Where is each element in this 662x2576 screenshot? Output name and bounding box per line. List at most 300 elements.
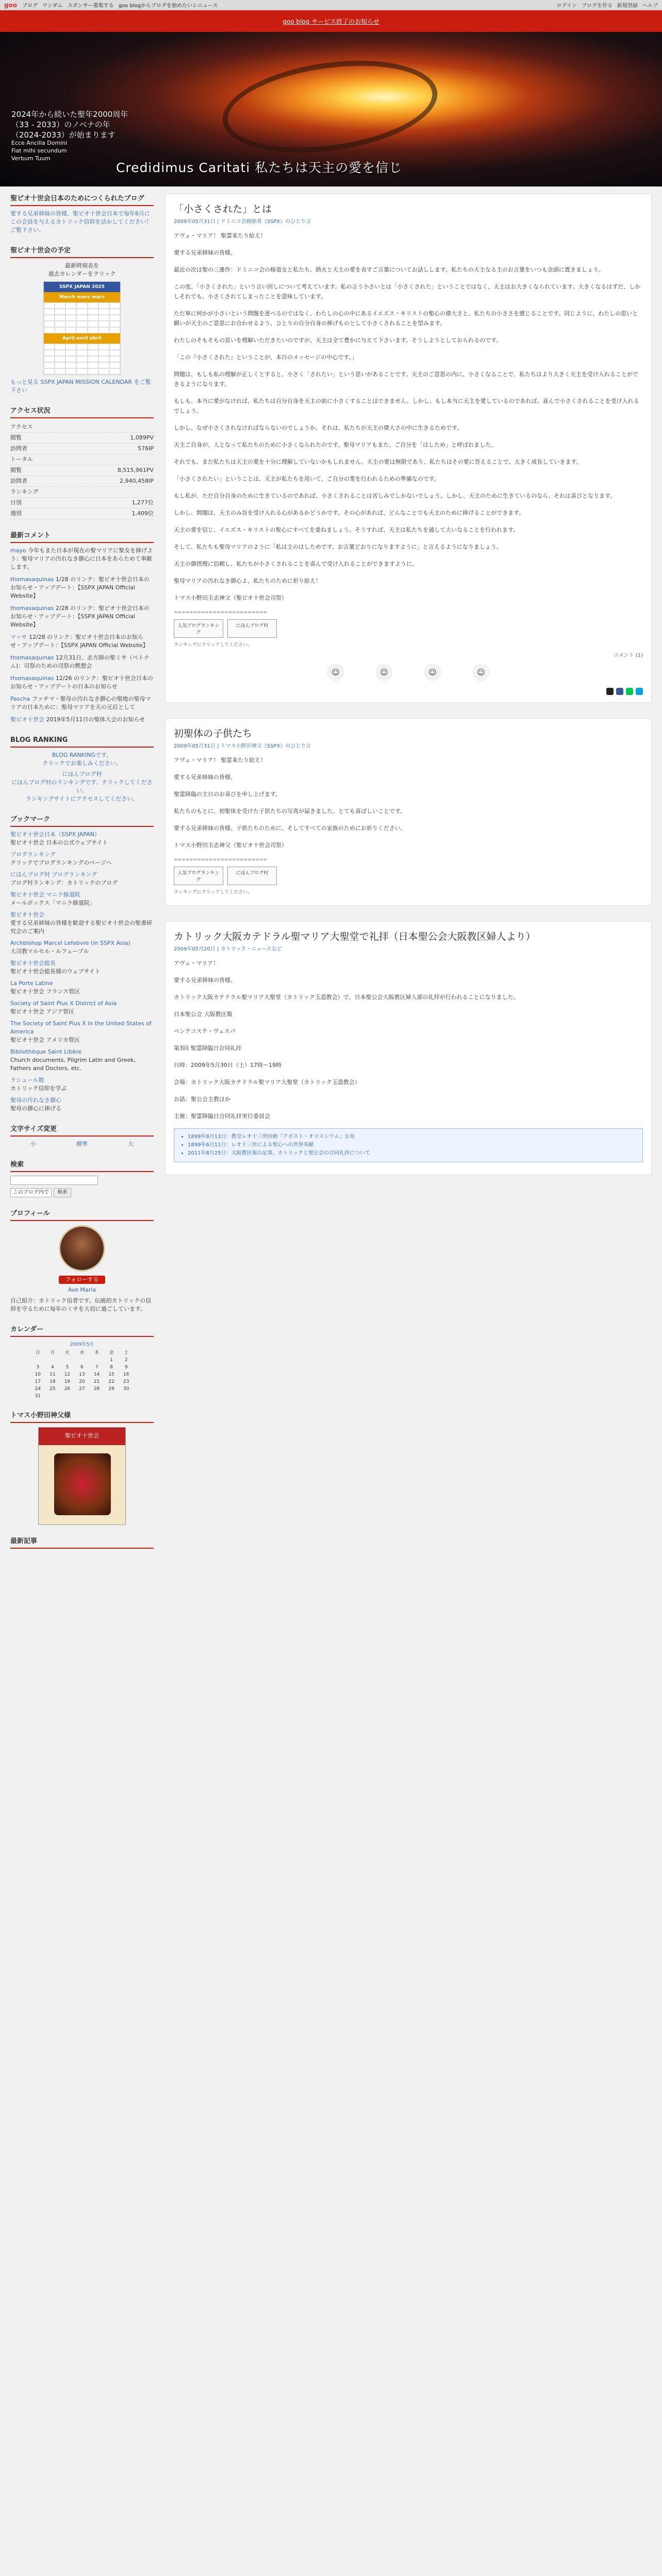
ranking-buttons	[174, 867, 643, 885]
calendar-cell	[44, 309, 55, 315]
widget-title: トマス小野田神父様	[10, 1412, 154, 1423]
banner-text[interactable]: goo blog サービス終了のお知らせ	[283, 18, 379, 25]
post-paragraph: それでも、まだ私たちは天主の愛を十分に理解していないかもしれません。天主の愛は無限であり、私たちはその愛に答えることで、大きく成長していきます。	[174, 459, 582, 465]
comment-text: ファチマ・聖母の汚れなき御心の聖地の聖母マリアの日本ために：聖母マリアを天の元后として	[10, 696, 151, 710]
post-paragraph: 天主の御摂理に信頼し、私たちが小さくされることを喜んで受け入れることができますように。	[174, 561, 418, 567]
post-paragraph: 聖母マリアの汚れなき御心よ、私たちのために祈り給え！	[174, 578, 321, 584]
profile-text: 自己紹介：カトリック信者です。伝統的カトリックの信仰を守るために毎年のミサを大切に過ごしています。	[10, 1297, 152, 1312]
ranking-button[interactable]: 人気ブログランキング	[174, 619, 223, 638]
event-list	[180, 1133, 636, 1158]
reaction-bar	[174, 664, 643, 683]
calendar-cell	[98, 327, 109, 333]
post-paragraph: トマス小野田圭志神父（聖ピオ十世会司祭）	[174, 842, 287, 849]
bookmark-link[interactable]: 聖母の汚れなき御心	[10, 1097, 61, 1104]
access-label: 週別	[10, 510, 22, 517]
calendar-day[interactable]: 28	[93, 1386, 100, 1392]
calendar-day[interactable]: 14	[93, 1372, 100, 1377]
register-link[interactable]: 新規登録	[617, 3, 638, 9]
post-paragraph: 日本聖公会 大阪教区報	[174, 1011, 233, 1018]
calendar-day[interactable]: 23	[123, 1379, 129, 1384]
calendar-day[interactable]: 25	[49, 1386, 56, 1392]
post-paragraph: 愛する兄弟姉妹の皆様、子供たちのために、そしてすべての家族のためにお祈りください。	[174, 825, 406, 832]
bookmark-link[interactable]: ラシュール数	[10, 1077, 44, 1083]
access-value: 1,089PV	[130, 434, 154, 441]
bookmark-item	[10, 939, 154, 956]
access-label: 日別	[10, 499, 22, 506]
reaction-button[interactable]	[371, 664, 398, 683]
access-label: 訪問者	[10, 478, 27, 484]
calendar-cell	[65, 327, 76, 333]
post-meta[interactable]: 2009年05月20日 | カトリック・ニュースなど	[174, 946, 282, 952]
blog-post	[165, 194, 652, 703]
access-widget	[10, 407, 154, 519]
calendar-cell	[44, 344, 55, 350]
comment-author[interactable]: mayo	[10, 547, 26, 554]
calendar-cell	[109, 362, 120, 368]
calendar-day[interactable]: 20	[79, 1379, 85, 1384]
post-paragraph: 愛する兄弟姉妹の皆様、	[174, 249, 236, 256]
bookmark-desc: 大司教マルセル・ルフェーブル	[10, 948, 89, 955]
calendar-cell	[88, 344, 98, 350]
calendar-cell	[88, 315, 98, 321]
comment-text: 今年もまた日本が現在の聖マリアに聖女を捧げよう：聖母マリアの汚れなき御心に日本をあらためて奉献します。	[10, 547, 153, 570]
comment-item[interactable]	[10, 633, 154, 650]
widget-title: カレンダー	[10, 1326, 154, 1337]
bookmark-link[interactable]: The Society of Saint Pius X in the United States of America	[10, 1020, 152, 1035]
bookmark-desc: ブログ村ランキング：カトリックのブログ	[10, 879, 118, 886]
post-title[interactable]: カトリック大阪カテドラル聖マリア大聖堂で礼拝（日本聖公会大阪教区婦人より）	[174, 931, 536, 942]
bookmark-desc: カトリック信仰を学ぶ	[10, 1085, 67, 1092]
calendar-cell	[65, 309, 76, 315]
post-title[interactable]: 「小さくされた」とは	[174, 204, 272, 215]
calendar-day[interactable]: 1	[110, 1358, 113, 1363]
calendar-cell	[98, 368, 109, 375]
calendar-day[interactable]: 21	[93, 1379, 100, 1384]
blog-header-image	[0, 32, 662, 187]
bookmark-link[interactable]: にほんブログ村 ブログランキング	[10, 871, 97, 878]
event-box	[174, 1128, 643, 1162]
access-label: アクセス	[10, 423, 33, 430]
calendar-cell	[109, 344, 120, 350]
comment-text: 2/28 のリンク：聖ピオ十世会日本のお知らせ・アップデート：【SSPX JAPAN Official Website】	[10, 605, 150, 628]
book-widget	[10, 1412, 154, 1525]
calendar-day[interactable]: 11	[49, 1372, 56, 1377]
bookmark-desc: 聖母の御心に捧げる	[10, 1105, 61, 1112]
calendar-cell	[109, 350, 120, 356]
create-blog-link[interactable]: ブログを作る	[582, 3, 613, 9]
help-link[interactable]: ヘルプ	[642, 3, 658, 9]
bookmark-item	[10, 1020, 154, 1044]
access-value: 576IP	[138, 445, 154, 452]
weekday-label: 金	[109, 1350, 114, 1355]
post-paragraph: もしも、本当に愛がなければ、私たちは自分自身を天主の前に小さくすることはできません。しかし、もし本当に天主を愛しているのであれば、喜んで小さくされることを受け入れるでしょう。	[174, 398, 639, 414]
calendar-cell	[44, 321, 55, 327]
calendar-day[interactable]: 6	[80, 1365, 84, 1370]
ranking-link-2[interactable]: にほんブログ村 にほんブログ村のランキングです。クリックしてください。 ランキングサイトにアクセスしてください。	[11, 771, 153, 802]
header-latin-text: Ecce Ancilla Domini Fiat mihi secundum Verbum Tuum	[11, 140, 68, 162]
calendar-cell	[109, 321, 120, 327]
calendar-widget	[10, 247, 154, 395]
ranking-note: ========================	[174, 610, 267, 615]
comment-item[interactable]	[10, 575, 154, 600]
post-paragraph: 天主ご自身が、人となって私たちのために小さくなられたのです。聖母マリアもまた、ご自分を「はしため」と呼ばれました。	[174, 442, 497, 448]
calendar-day[interactable]: 7	[95, 1365, 98, 1370]
follow-button[interactable]: フォローする	[59, 1276, 105, 1284]
font-small-button[interactable]: 小	[30, 1141, 36, 1147]
bookmark-item	[10, 1076, 154, 1093]
login-link[interactable]: ログイン	[556, 3, 577, 9]
bookmark-link[interactable]: La Porte Latine	[10, 980, 53, 987]
calendar-day[interactable]: 17	[35, 1379, 41, 1384]
ranking-buttons	[174, 619, 643, 638]
bookmark-link[interactable]: 聖ピオ十世会総長	[10, 960, 56, 967]
blog-post	[165, 921, 652, 1175]
smile-icon: ☺	[472, 664, 490, 681]
bookmark-link[interactable]: 聖ピオ十世会日本（SSPX JAPAN）	[10, 831, 100, 838]
bookmark-item	[10, 831, 154, 847]
access-label: トータル	[10, 456, 33, 463]
access-row	[10, 444, 154, 454]
share-bar	[174, 688, 643, 695]
goo-logo[interactable]: goo	[4, 1, 18, 9]
bookmark-item	[10, 1096, 154, 1113]
calendar-cell	[88, 309, 98, 315]
access-value: 2,940,458IP	[120, 478, 154, 484]
bookmark-desc: Church documents, Pilgrim Latin and Greek, Fathers and Doctors, etc.	[10, 1057, 136, 1072]
calendar-cell	[44, 350, 55, 356]
bookmark-item	[10, 979, 154, 996]
comment-text: 1/28 のリンク：聖ピオ十世会日本のお知らせ・アップデート：【SSPX JAPAN Official Website】	[10, 576, 150, 599]
font-normal-button[interactable]: 標準	[76, 1141, 88, 1147]
bookmark-link[interactable]: Bibliothèque Saint Libère	[10, 1048, 82, 1055]
comment-author[interactable]: マッサ	[10, 634, 27, 640]
calendar-day[interactable]: 26	[64, 1386, 71, 1392]
widget-title: プロフィール	[10, 1210, 154, 1221]
bookmark-link[interactable]: ブログランキング	[10, 851, 56, 858]
calendar-cell	[65, 321, 76, 327]
widget-title: 最新コメント	[10, 532, 154, 543]
comment-item[interactable]	[10, 716, 154, 724]
comment-author[interactable]: thomasaquinas	[10, 576, 54, 583]
calendar-cell	[76, 356, 87, 362]
ranking-note: ========================	[174, 857, 267, 862]
calendar-cell	[76, 327, 87, 333]
weekday-label: 月	[50, 1350, 55, 1355]
hatena-share-icon[interactable]	[636, 688, 643, 695]
calendar-day[interactable]: 27	[79, 1386, 85, 1392]
fontsize-widget	[10, 1125, 154, 1148]
access-label: 訪問者	[10, 445, 27, 452]
widget-title: ブックマーク	[10, 816, 154, 827]
post-paragraph: しかし、問題は、天主のみ旨を受け入れる心があるかどうかです。その心があれば、どんなことでも天主のために捧げることができます。	[174, 510, 525, 516]
post-paragraph: 聖霊降臨の主日のお喜びを申し上げます。	[174, 791, 282, 798]
weekday-label: 土	[124, 1350, 129, 1355]
calendar-cell	[109, 327, 120, 333]
comment-item[interactable]	[10, 604, 154, 629]
line-share-icon[interactable]	[626, 688, 633, 695]
bookmark-desc: 聖ピオ十世会 日本の公式ウェブサイト	[10, 839, 108, 846]
topbar-link[interactable]: ブログ	[22, 3, 38, 9]
calendar-day[interactable]: 31	[35, 1394, 41, 1399]
heart-icon: ☺	[375, 664, 393, 681]
bookmark-desc: 聖ピオ十世会 フランス管区	[10, 988, 80, 995]
widget-title: 検索	[10, 1161, 154, 1172]
post-paragraph: アヴェ・マリア！ 聖霊来たり給え！	[174, 757, 267, 764]
profile-name[interactable]: Ave Maria	[68, 1286, 96, 1293]
mission-calendar-image[interactable]: SSPX JAPAN 2025 March mars mars April avril abril	[43, 281, 121, 375]
facebook-share-icon[interactable]	[616, 688, 623, 695]
post-paragraph: この度、「小さくされた」という言い回しについて考えています。私の言う小さいとは「小さくされた」ということではなく、天主はお大きくなられています。大きくなるはずだ、しかしそれでも、小さくされてしまったことを意味しています。	[174, 283, 641, 300]
comment-author[interactable]: 聖ピオ十世会	[10, 716, 44, 723]
post-paragraph: わたしのそもそもの思いを理解いただきたいのですが、天主は全て豊かに与えて下さいます。そうしようとしておられるのです。	[174, 337, 502, 344]
bookmark-item	[10, 911, 154, 936]
calendar-empty	[75, 1356, 90, 1363]
calendar-cell	[76, 309, 87, 315]
comment-author[interactable]: Pascha	[10, 696, 30, 702]
weekday-label: 水	[79, 1350, 85, 1355]
comment-item[interactable]	[10, 654, 154, 670]
calendar-day[interactable]: 29	[108, 1386, 114, 1392]
widget-title: 聖ピオ十世会の予定	[10, 247, 154, 258]
post-paragraph: カトリック大阪カテドラル聖マリア大聖堂（カトリック玉造教会）で、日本聖公会大阪教区婦人部の礼拝が行われることになりました。	[174, 994, 519, 1001]
font-large-button[interactable]: 大	[128, 1141, 134, 1147]
reaction-button[interactable]	[468, 664, 494, 683]
calendar-cell	[76, 321, 87, 327]
bookmark-desc: メールボックス「マニラ修道院」	[10, 900, 95, 906]
book-cover-image[interactable]: 聖ピオ十世会	[38, 1427, 126, 1525]
goo-topbar	[0, 0, 662, 10]
calendar-cell	[65, 302, 76, 309]
calendar-cell	[88, 368, 98, 375]
post-meta[interactable]: 2009年05月31日 | トマス小野田神父（SSPX）のひとり言	[174, 743, 311, 749]
calendar-day[interactable]: 2	[124, 1358, 128, 1363]
post-paragraph: しかし、なぜ小さくされなければならないのでしょうか。それは、私たちが天主の偉大さの中に生きるためです。	[174, 425, 463, 431]
calendar-day[interactable]: 8	[110, 1365, 113, 1370]
bookmark-item	[10, 851, 154, 867]
calendar-day[interactable]: 18	[49, 1379, 56, 1384]
calendar-cell	[65, 356, 76, 362]
bookmark-desc: 聖ピオ十世会 アジア管区	[10, 1008, 75, 1015]
comment-text: 2019年5月11日の聖体大会のお知らせ	[44, 716, 145, 723]
intro-text[interactable]: 愛する兄弟姉妹の皆様、聖ピオ十世会日本で毎年6月にこの会員を与えるカトリック信仰を活かしてください！ご覧下さい。	[10, 210, 152, 233]
bookmark-link[interactable]: 聖ピオ十世会 マニラ修道院	[10, 891, 80, 898]
reaction-button[interactable]	[322, 664, 349, 683]
access-row	[10, 509, 154, 519]
post-paragraph: アヴェ・マリア！ 聖霊来たり給え！	[174, 232, 267, 239]
sidebar	[10, 187, 154, 1561]
access-value: 1,409位	[131, 510, 154, 517]
access-row	[10, 422, 154, 433]
bookmarks-widget	[10, 816, 154, 1113]
recent-posts-widget	[10, 1537, 154, 1549]
calendar-cell	[98, 321, 109, 327]
calendar-day[interactable]: 12	[64, 1372, 71, 1377]
bookmark-link[interactable]: Society of Saint Pius X District of Asia	[10, 1000, 117, 1007]
calendar-day[interactable]: 30	[123, 1386, 129, 1392]
calendar-cell	[44, 315, 55, 321]
calendar-cell	[98, 344, 109, 350]
calendar-day[interactable]: 19	[64, 1379, 71, 1384]
calendar-cell	[98, 362, 109, 368]
calendar-cell	[76, 368, 87, 375]
calendar-cell	[55, 356, 65, 362]
event-item[interactable]: • 2011年8月25日：大阪教区報の記事、カトリックと聖公会の合同礼拝について	[188, 1149, 636, 1158]
x-share-icon[interactable]	[606, 688, 614, 695]
avatar[interactable]	[59, 1225, 105, 1272]
comment-text: 12/26 のリンク：聖ピオ十世会日本のお知らせ・アップデートの日本のお知らせ	[10, 675, 153, 690]
calendar-link[interactable]: もっと見る SSPX JAPAN MISSION CALENDAR をご覧下さい	[10, 379, 151, 394]
service-end-banner[interactable]	[0, 10, 662, 32]
calendar-day[interactable]: 5	[65, 1365, 69, 1370]
ranking-widget	[10, 736, 154, 803]
post-paragraph: 最近の次は聖の三連作：ドミニコ会の修道女と私たち、熱火と天主の愛を表すご言葉についてお話しします。私たちの天主なる主のお言葉をいつも念頭に置きましょう。	[174, 266, 604, 273]
post-paragraph: トマス小野田圭志神父（聖ピオ十世会司祭）	[174, 595, 287, 601]
comment-text: 12月31日、志方師の聖ミサ（ベトナム)：司祭のための司祭の黙想会	[10, 654, 150, 669]
widget-title: BLOG RANKING	[10, 736, 154, 748]
ranking-button[interactable]: にほんブログ村	[227, 867, 277, 885]
comment-author[interactable]: thomasaquinas	[10, 605, 54, 612]
ranking-note: ランキングにクリックしてください。	[174, 642, 253, 648]
comment-author[interactable]: thomasaquinas	[10, 675, 54, 682]
post-paragraph: 会場：カトリック大阪カテドラル聖マリア大聖堂（カトリック玉造教会）	[174, 1079, 360, 1086]
post-title[interactable]: 初聖体の子供たち	[174, 728, 253, 739]
weekday-label: 日	[35, 1350, 40, 1355]
search-input[interactable]	[10, 1176, 98, 1185]
comment-item[interactable]	[10, 674, 154, 691]
calendar-empty	[30, 1356, 45, 1363]
post-paragraph: 主催：聖霊降臨日合同礼拝実行委員会	[174, 1113, 270, 1120]
intro-widget	[10, 195, 154, 234]
bookmark-desc: 愛する兄弟姉妹の皆様を歓迎する聖ピオ十世会の聖書研究会のご案内	[10, 920, 152, 935]
topbar-link[interactable]: スポンサー募集する	[67, 3, 114, 9]
event-item[interactable]: • 1899年8月13日：教皇レオ十三世回勅「アポスト・オリスシウム」公布	[188, 1133, 636, 1141]
search-button[interactable]: 検索	[54, 1188, 71, 1197]
calendar-cell	[55, 327, 65, 333]
weekday-label: 木	[94, 1350, 100, 1355]
calendar-cell	[98, 302, 109, 309]
calendar-day[interactable]: 3	[36, 1365, 40, 1370]
blog-post	[165, 718, 652, 906]
ranking-button[interactable]: 人気ブログランキング	[174, 867, 223, 885]
access-row	[10, 498, 154, 509]
calendar-day[interactable]: 10	[35, 1372, 41, 1377]
bookmark-desc: 聖ピオ十世会 アメリカ管区	[10, 1037, 80, 1043]
calendar-cell	[55, 302, 65, 309]
post-paragraph: そして、私たちも聖母マリアのように「私は主のはしためです。お言葉どおりになりますように」と言えるようになりましょう。	[174, 544, 502, 550]
post-paragraph: 天主の愛を信じ、イエズス・キリストの聖心にすべてを委ねましょう。そうすれば、天主は私たちを通して大いなることを行われます。	[174, 527, 519, 533]
comment-link[interactable]: コメント (1)	[613, 653, 643, 658]
ranking-link[interactable]: BLOG RANKINGです。 クリックでお楽しみください。	[42, 752, 122, 767]
calendar-cell	[55, 350, 65, 356]
post-paragraph: 第3回 聖霊降臨日合同礼拝	[174, 1045, 242, 1052]
calendar-day[interactable]: 13	[79, 1372, 85, 1377]
bookmark-link[interactable]: 聖ピオ十世会	[10, 911, 44, 918]
bookmark-item	[10, 959, 154, 976]
reaction-button[interactable]	[419, 664, 446, 683]
calendar-cell	[65, 344, 76, 350]
bookmark-desc: 聖ピオ十世会総長様のウェブサイト	[10, 968, 101, 975]
bookmark-link[interactable]: Archbishop Marcel Lefebvre (in SSPX Asia)	[10, 940, 130, 946]
calendar-empty	[60, 1356, 75, 1363]
post-meta[interactable]: 2009年05月31日 | ドミニコ会創始者（SSPX）のひとり言	[174, 219, 311, 225]
comment-item[interactable]	[10, 695, 154, 711]
calendar-cell	[76, 344, 87, 350]
calendar-cell	[76, 302, 87, 309]
calendar-cell	[109, 302, 120, 309]
calendar-cell	[65, 315, 76, 321]
post-paragraph: ペンテコステ・ヴェスパ	[174, 1028, 236, 1035]
post-paragraph: ただ単に何かが小さいという問題を述べるのではなく、わたしの心の中にあるイエズス・キリストの聖心の偉大さと、私たちの小ささを感じることです。同じように、わたしの思いと願いが天主のご意思にお合わせるよう、ひとりの自分自身の捧げものとして小さくされることを望みます。	[174, 310, 638, 327]
blog-title[interactable]: Credidimus Caritati 私たちは天主の愛を信じ	[116, 160, 403, 175]
weekday-label: 火	[64, 1350, 70, 1355]
access-row	[10, 465, 154, 476]
bookmark-item	[10, 999, 154, 1016]
calendar-cell	[88, 302, 98, 309]
post-paragraph: お話：聖公会主教ほか	[174, 1096, 230, 1103]
calendar-cell	[55, 315, 65, 321]
calendar-cell	[44, 362, 55, 368]
ranking-button[interactable]: にほんブログ村	[227, 619, 277, 638]
access-row	[10, 476, 154, 487]
calendar-cell	[88, 356, 98, 362]
comment-item[interactable]	[10, 547, 154, 571]
calendar-cell	[55, 362, 65, 368]
comments-widget	[10, 532, 154, 724]
topbar-link[interactable]: ワンダム	[42, 3, 63, 9]
topbar-link[interactable]: goo blogからブログを始めたいシニュース	[118, 3, 218, 9]
access-value: 8,515,961PV	[117, 467, 154, 473]
calendar-cell	[88, 350, 98, 356]
calendar-empty	[45, 1356, 60, 1363]
post-paragraph: 「この『小さくされた』ということが、本日のメッセージの中心です。」	[174, 354, 357, 361]
calendar-day[interactable]: 16	[123, 1372, 129, 1377]
calendar-cell	[88, 362, 98, 368]
access-label: 閲覧	[10, 434, 22, 441]
calendar-day[interactable]: 24	[35, 1386, 41, 1392]
calendar-cell	[88, 321, 98, 327]
like-icon: ☺	[327, 664, 344, 681]
profile-widget	[10, 1210, 154, 1313]
calendar-cell	[109, 356, 120, 362]
search-scope-select[interactable]: このブログ内で	[10, 1188, 52, 1197]
calendar-cell	[44, 327, 55, 333]
event-item[interactable]: • 1899年6月11日：レオ十三世による聖心への世界奉献	[188, 1141, 636, 1149]
calendar-day[interactable]: 22	[108, 1379, 114, 1384]
access-row	[10, 454, 154, 465]
calendar-day[interactable]: 9	[124, 1365, 128, 1370]
widget-title: 聖ピオ十世会日本のためにつくられたブログ	[10, 195, 154, 206]
comment-author[interactable]: thomasaquinas	[10, 654, 54, 661]
widget-title: 最新記事	[10, 1537, 154, 1549]
access-row	[10, 487, 154, 498]
calendar-cell	[76, 350, 87, 356]
search-widget	[10, 1161, 154, 1197]
bookmark-item	[10, 891, 154, 907]
post-body	[174, 755, 643, 850]
post-paragraph: 日時：2009年5月30日（土）17時〜19時	[174, 1062, 282, 1069]
calendar-caption: 最新時刻表を 過去カレンダーをクリック	[48, 262, 116, 277]
comment-text: 12/28 のリンク：聖ピオ十世会日本のお知らせ・アップデート：【SSPX JAPAN Official Website】	[10, 634, 148, 649]
calendar-cell	[55, 309, 65, 315]
calendar-cell	[98, 309, 109, 315]
calendar-cell	[76, 362, 87, 368]
widget-title: アクセス状況	[10, 407, 154, 418]
star-icon: ☺	[424, 664, 441, 681]
calendar-day[interactable]: 4	[51, 1365, 54, 1370]
calendar-cell	[98, 350, 109, 356]
calendar-day[interactable]: 15	[108, 1372, 114, 1377]
calendar-cell	[55, 368, 65, 375]
